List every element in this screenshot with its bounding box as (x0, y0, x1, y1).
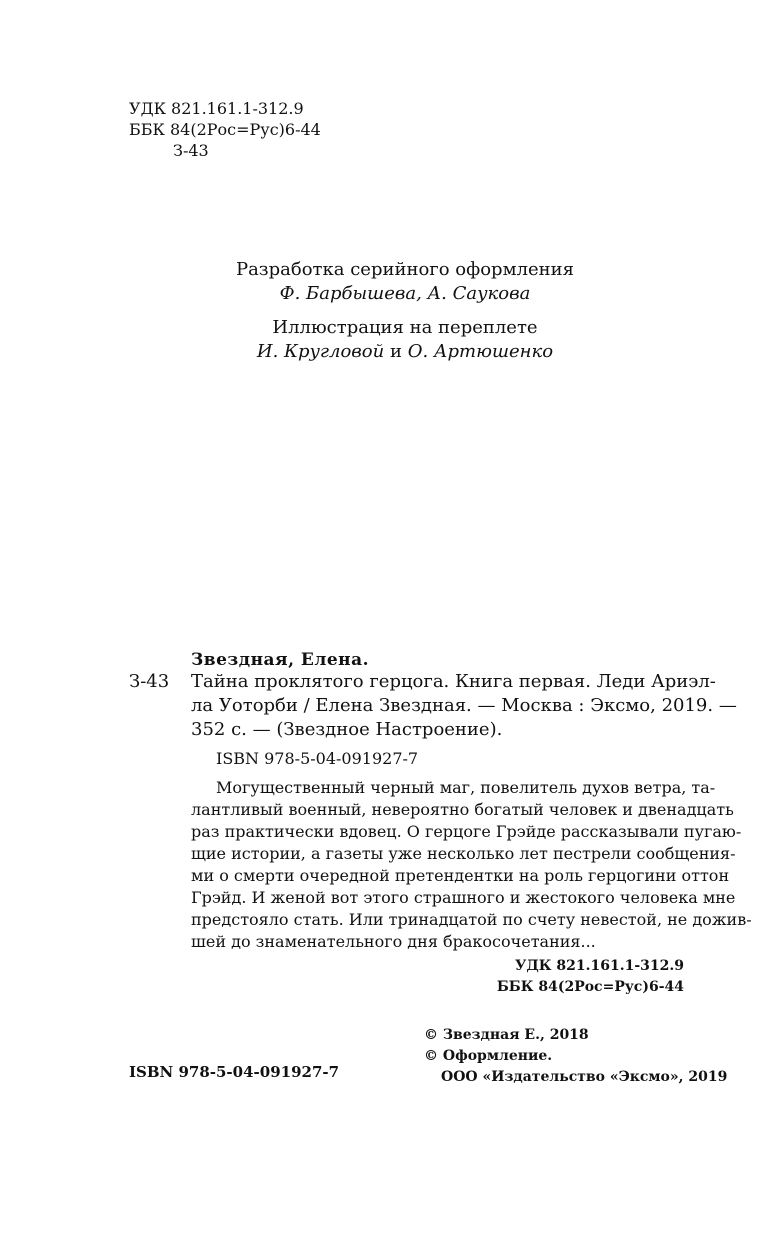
illustration-conjunction: и (389, 341, 402, 362)
series-design-names: Ф. Барбышева, А. Саукова (279, 283, 531, 304)
record-isbn: ISBN 978-5-04-091927-7 (216, 749, 419, 768)
illustrator-name-1: И. Кругловой (256, 341, 385, 362)
annotation-line: раз практически вдовец. О герцоге Грэйде рассказывали пугаю- (191, 822, 742, 841)
annotation-line: предстояло стать. Или тринадцатой по счету невестой, не дожив- (191, 910, 752, 929)
author-sign-code: З-43 (173, 141, 209, 160)
annotation-line: ми о смерти очередной претендентки на роль герцогини оттон (191, 866, 730, 885)
annotation-line: Грэйд. И женой вот этого страшного и жестокого человека мне (191, 888, 736, 907)
annotation-line: лантливый военный, невероятно богатый человек и двенадцать (191, 800, 734, 819)
udk-code-bottom: УДК 821.161.1-312.9 (514, 958, 684, 974)
bbk-code-bottom: ББК 84(2Рос=Рус)6-44 (496, 979, 684, 995)
copyright-design: © Оформление. (424, 1048, 553, 1064)
illustration-names (0, 340, 768, 364)
copyright-publisher: ООО «Издательство «Эксмо», 2019 (441, 1069, 728, 1085)
copyright-author: © Звездная Е., 2018 (424, 1027, 589, 1043)
series-design-label: Разработка серийного оформления (235, 259, 575, 280)
illustration-label: Иллюстрация на переплете (272, 317, 538, 338)
isbn-bottom: ISBN 978-5-04-091927-7 (129, 1063, 340, 1081)
author-heading: Звездная, Елена. (191, 650, 370, 670)
annotation-line: Могущественный черный маг, повелитель духов ветра, та- (216, 778, 716, 797)
description-line: ла Уоторби / Елена Звездная. — Москва : Эксмо, 2019. — (191, 695, 737, 716)
description-line: Тайна проклятого герцога. Книга первая. Леди Ариэл- (191, 671, 716, 692)
annotation-line: шей до знаменательного дня бракосочетания... (191, 932, 596, 951)
annotation-line: щие истории, а газеты уже несколько лет пестрели сообщения- (191, 844, 736, 863)
side-author-code: З-43 (129, 671, 170, 692)
description-line: 352 с. — (Звездное Настроение). (191, 719, 503, 740)
udk-code: УДК 821.161.1-312.9 (129, 99, 304, 118)
illustrator-name-2: О. Артюшенко (407, 341, 554, 362)
bbk-code: ББК 84(2Рос=Рус)6-44 (129, 120, 321, 139)
